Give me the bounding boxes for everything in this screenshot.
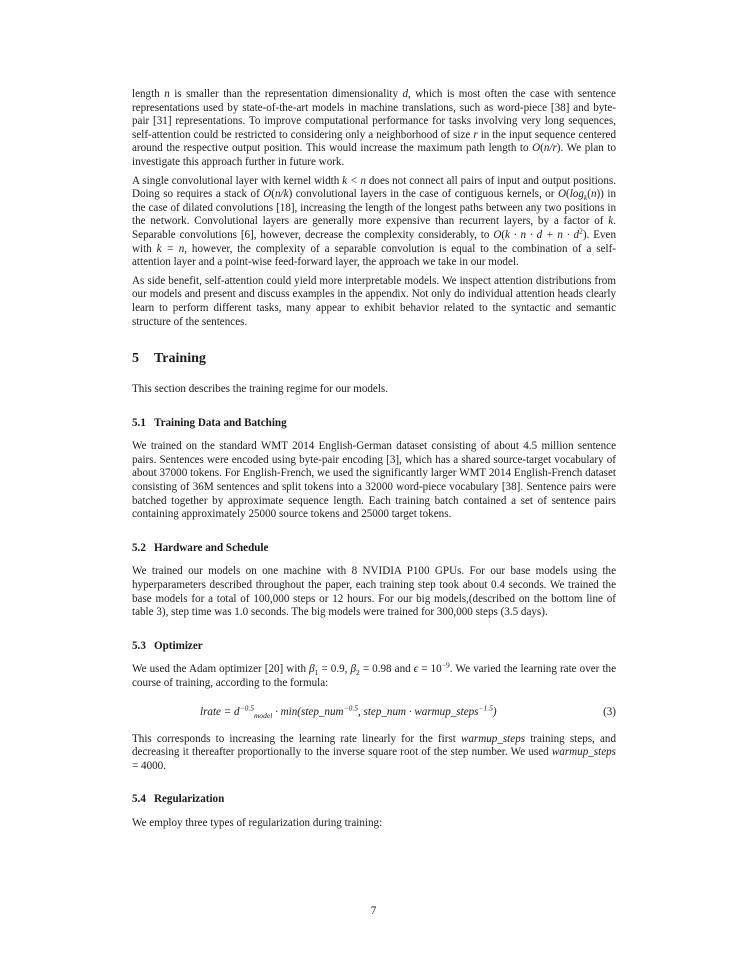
paragraph-regularization: We employ three types of regularization during training:	[132, 816, 383, 829]
paragraph-optimizer-explanation: This corresponds to increasing the learning rate linearly for the first warmup_steps training steps, and decreasing it thereafter proportionally to the inverse square root of the step number. We used warmup_steps = 4000.	[132, 732, 616, 772]
subsection-heading-regularization	[132, 793, 616, 807]
subsection-title: Regularization	[154, 793, 225, 806]
subsection-heading-hardware	[132, 542, 616, 556]
equation-learning-rate	[132, 704, 616, 721]
section-title: Training	[154, 351, 206, 367]
page-content	[132, 88, 616, 831]
paragraph-training-intro: This section describes the training regime for our models.	[132, 383, 389, 396]
paragraph-optimizer: We used the Adam optimizer [20] with $\beta_1 = 0.9$, $\beta_2 = 0.98$ and $\epsilon = 10^{-9}$. We varied the learning rate over the course of training, according to the formula:	[132, 660, 616, 689]
subsection-number: 5.3	[132, 639, 146, 652]
subsection-number: 5.2	[132, 541, 146, 554]
paragraph-interpretability: As side benefit, self-attention could yield more interpretable models. We inspect attention distributions from our models and present and discuss examples in the appendix. Not only do individual attention heads clearly learn to perform different tasks, many appear to exhibit behavior related to the syntactic and semantic structure of the sentences.	[132, 274, 616, 328]
paragraph-self-attention-restriction: length n is smaller than the representation dimensionality d, which is most often the case with sentence representations used by state-of-the-art models in machine translations, such as word-piece [38] and byte-pair [31] representations. To improve computational performance for tasks involving very long sequences, self-attention could be restricted to considering only a neighborhood of size r in the input sequence centered around the respective output position. This would increase the maximum path length to O(n/r). We plan to investigate this approach further in future work.	[132, 88, 617, 168]
paragraph-convolutional-layers: A single convolutional layer with kernel width k < n does not connect all pairs of input and output positions. Doing so requires a stack of O(n/k) convolutional layers in the case of contiguous kernels, or $O(\log_k(n))$ in the case of dilated convolutions [18], increasing the length of the longest paths between any two positions in the network. Convolutional layers are generally more expensive than recurrent layers, by a factor of k. Separable convolutions [6], however, decrease the complexity considerably, to $O(k \cdot n \cdot d + n \cdot d^2)$. Even with k = n, however, the complexity of a separable convolution is equal to the combination of a self-attention layer and a point-wise feed-forward layer, the approach we take in our model.	[132, 174, 617, 269]
section-heading-training	[132, 351, 616, 367]
paragraph-data-batching: We trained on the standard WMT 2014 English-German dataset consisting of about 4.5 million sentence pairs. Sentences were encoded using byte-pair encoding [3], which has a shared source-target vocabulary of about 37000 tokens. For English-French, we used the significantly larger WMT 2014 English-French dataset consisting of 36M sentences and split tokens into a 32000 word-piece vocabulary [38]. Sentence pairs were batched together by approximate sequence length. Each training batch contained a set of sentence pairs containing approximately 25000 source tokens and 25000 target tokens.	[132, 440, 616, 521]
subsection-title: Training Data and Batching	[154, 416, 287, 429]
subsection-heading-optimizer	[132, 640, 616, 654]
subsection-title: Optimizer	[154, 639, 203, 652]
equation-number: (3)	[603, 705, 616, 718]
subsection-title: Hardware and Schedule	[154, 541, 269, 554]
subsection-number: 5.1	[132, 416, 146, 429]
subsection-number: 5.4	[132, 793, 146, 806]
page-number: 7	[370, 905, 377, 917]
section-number: 5	[132, 351, 139, 367]
paragraph-hardware: We trained our models on one machine with 8 NVIDIA P100 GPUs. For our base models using the hyperparameters described throughout the paper, each training step took about 0.4 seconds. We trained the base models for a total of 100,000 steps or 12 hours. For our big models,(described on the bottom line of table 3), step time was 1.0 seconds. The big models were trained for 300,000 steps (3.5 days).	[132, 565, 616, 619]
subsection-heading-data-batching	[132, 417, 616, 431]
equation-body: lrate = $d^{-0.5}_{model}$ · min(step_num$^{-0.5}$, step_num · warmup_steps$^{-1.5}$)	[200, 702, 497, 720]
